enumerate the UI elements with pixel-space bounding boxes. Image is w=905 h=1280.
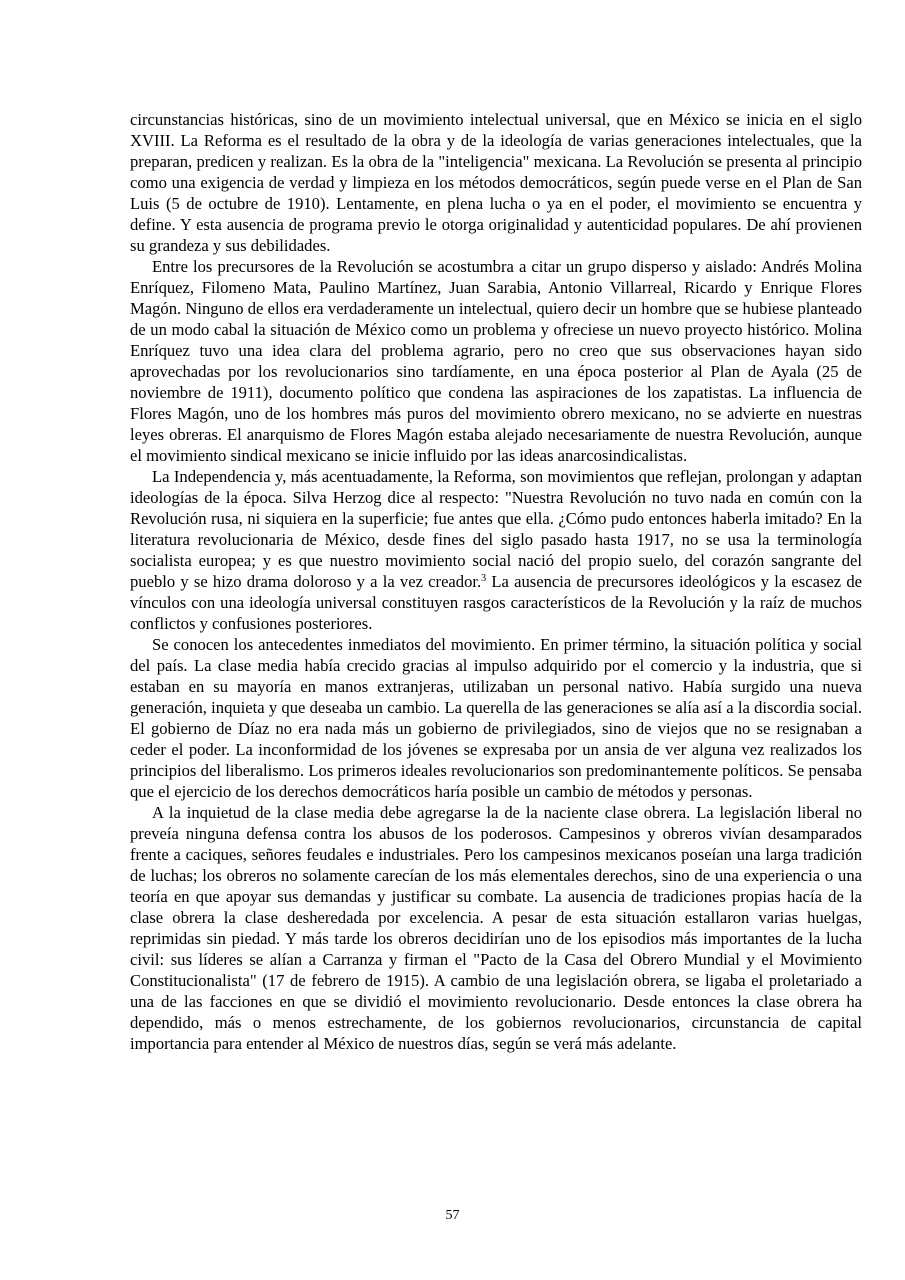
- paragraph-working-class: A la inquietud de la clase media debe agregarse la de la naciente clase obrera. La legislación liberal no preveía ninguna defensa contra los abusos de los poderosos. Campesinos y obreros vivían desamparados frente a caciques, señores feudales e industriales. Pero los campesinos mexicanos poseían una larga tradición de luchas; los obreros no solamente carecían de los más elementales derechos, sino de una experiencia o una teoría en que apoyar sus demandas y justificar su combate. La ausencia de tradiciones propias hacía de la clase obrera la clase desheredada por excelencia. A pesar de esta situación estallaron varias huelgas, reprimidas sin piedad. Y más tarde los obreros decidirían uno de los episodios más importantes de la lucha civil: sus líderes se alían a Carranza y firman el "Pacto de la Casa del Obrero Mundial y el Movimiento Constitucionalista" (17 de febrero de 1915). A cambio de una legislación obrera, se ligaba el proletariado a una de las facciones en que se dividió el movimiento revolucionario. Desde entonces la clase obrera ha dependido, más o menos estrechamente, de los gobiernos revolucionarios, circunstancia de capital importancia para entender al México de nuestros días, según se verá más adelante.: [130, 803, 862, 1053]
- paragraph-independence-text-before: La Independencia y, más acentuadamente, la Reforma, son movimientos que reflejan, prolongan y adaptan ideologías de la época. Silva Herzog dice al respecto: "Nuestra Revolución no tuvo nada en común con la Revolución rusa, ni siquiera en la superficie; fue antes que ella. ¿Cómo pudo entonces haberla imitado? En la literatura revolucionaria de México, desde fines del siglo pasado hasta 1917, no se usa la terminología socialista europea; y es que nuestro movimiento social nació del propio suelo, del corazón sangrante del pueblo y se hizo drama doloroso y a la vez creador.: [130, 467, 862, 591]
- page-number: 57: [445, 1208, 460, 1223]
- paragraph-antecedents: Se conocen los antecedentes inmediatos del movimiento. En primer término, la situación política y social del país. La clase media había crecido gracias al impulso adquirido por el comercio y la industria, que si estaban en su mayoría en manos extranjeras, utilizaban un personal nativo. Había surgido una nueva generación, inquieta y que deseaba un cambio. La querella de las generaciones se alía así a la discordia social. El gobierno de Díaz no era nada más un gobierno de privilegiados, sino de viejos que no se resignaban a ceder el poder. La inconformidad de los jóvenes se expresaba por un ansia de ver alguna vez realizados los principios del liberalismo. Los primeros ideales revolucionarios son predominantemente políticos. Se pensaba que el ejercicio de los derechos democráticos haría posible un cambio de métodos y personas.: [130, 635, 862, 801]
- paragraph-continued: circunstancias históricas, sino de un movimiento intelectual universal, que en México se inicia en el siglo XVIII. La Reforma es el resultado de la obra y de la ideología de varias generaciones intelectuales, que la preparan, predicen y realizan. Es la obra de la "inteligencia" mexicana. La Revolución se presenta al principio como una exigencia de verdad y limpieza en los métodos democráticos, según puede verse en el Plan de San Luis (5 de octubre de 1910). Lentamente, en plena lucha o ya en el poder, el movimiento se encuentra y define. Y esta ausencia de programa previo le otorga originalidad y autenticidad populares. De ahí provienen su grandeza y sus debilidades.: [130, 110, 862, 255]
- body-text: [130, 109, 862, 1054]
- paragraph-independence-text-after: La ausencia de precursores ideológicos y la escasez de vínculos con una ideología universal constituyen rasgos característicos de la Revolución y la raíz de muchos conflictos y confusiones posteriores.: [130, 572, 863, 633]
- paragraph-precursors: Entre los precursores de la Revolución se acostumbra a citar un grupo disperso y aislado: Andrés Molina Enríquez, Filomeno Mata, Paulino Martínez, Juan Sarabia, Antonio Villarreal, Ricardo y Enrique Flores Magón. Ninguno de ellos era verdaderamente un intelectual, quiero decir un hombre que se hubiese planteado de un modo cabal la situación de México como un problema y ofreciese un nuevo proyecto histórico. Molina Enríquez tuvo una idea clara del problema agrario, pero no creo que sus observaciones hayan sido aprovechadas por los revolucionarios sino tardíamente, en una época posterior al Plan de Ayala (25 de noviembre de 1911), documento político que condena las aspiraciones de los zapatistas. La influencia de Flores Magón, uno de los hombres más puros del movimiento obrero mexicano, no se advierte en nuestras leyes obreras. El anarquismo de Flores Magón estaba alejado necesariamente de nuestra Revolución, aunque el movimiento sindical mexicano se inicie influido por las ideas anarcosindicalistas.: [130, 257, 862, 465]
- paragraph-independence: [130, 466, 862, 634]
- footnote-ref: 3: [481, 573, 487, 584]
